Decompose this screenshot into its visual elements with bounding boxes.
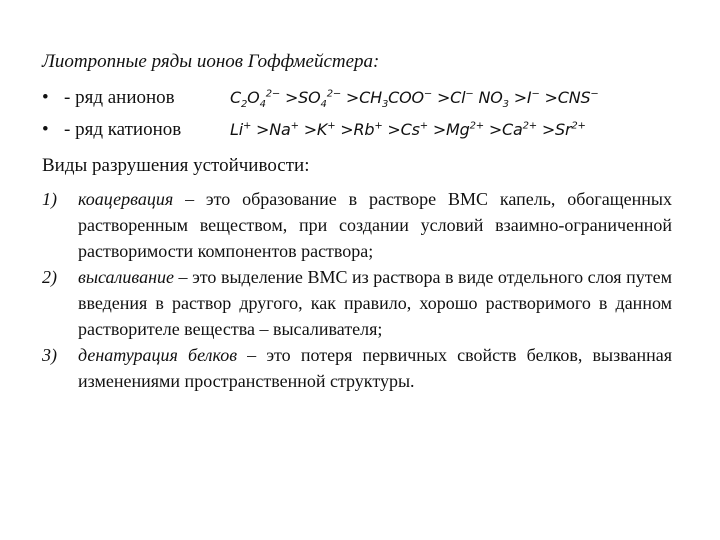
anion-series-formula xyxy=(230,86,599,110)
ion xyxy=(359,88,451,111)
series-separator: > xyxy=(483,120,503,139)
ion-symbol: Rb xyxy=(353,120,375,139)
ion-symbol: Mg xyxy=(446,120,470,139)
ion xyxy=(317,120,354,139)
item-term: высаливание xyxy=(78,267,174,287)
ion-charge: − xyxy=(531,88,540,100)
series-separator: > xyxy=(298,120,317,139)
ion-charge: − xyxy=(465,88,474,100)
ion-symbol: Cl xyxy=(450,88,466,107)
ion-charge: 2+ xyxy=(571,120,586,132)
ion-symbol: I xyxy=(526,88,532,107)
ion-subscript: 4 xyxy=(259,99,266,111)
ion-symbol: K xyxy=(316,120,328,139)
destabilization-list xyxy=(42,186,672,394)
item-text xyxy=(78,264,672,342)
ion-charge: + xyxy=(419,120,428,132)
ion-symbol: NO xyxy=(478,88,503,107)
ion xyxy=(450,88,478,107)
ion-subscript: 2 xyxy=(240,99,248,111)
item-definition: – это потеря первичных свойств белков, вызванная изменениями пространственной структуры. xyxy=(78,345,672,391)
list-item xyxy=(42,186,672,264)
ion-symbol: Na xyxy=(269,120,291,139)
cation-series-formula xyxy=(230,118,586,142)
ion xyxy=(353,120,400,139)
ion-charge: + xyxy=(290,120,299,132)
ion-charge: 2− xyxy=(265,88,281,100)
slide-title: Лиотропные ряды ионов Гоффмейстера: xyxy=(42,51,380,72)
ion xyxy=(230,88,299,111)
ion-charge: 2− xyxy=(326,88,342,100)
ion-symbol: SO xyxy=(298,88,321,107)
ion-symbol: CH xyxy=(359,88,382,107)
item-number: 2) xyxy=(42,267,57,287)
item-number: 1) xyxy=(42,189,57,209)
item-text xyxy=(78,342,672,394)
series-separator: > xyxy=(508,88,527,107)
series-separator: > xyxy=(335,120,354,139)
ion xyxy=(558,88,599,107)
ion xyxy=(401,120,446,139)
item-term: коацервация xyxy=(78,189,174,209)
series-separator: > xyxy=(427,120,447,139)
ion-symbol: Li xyxy=(230,120,243,139)
ion xyxy=(446,120,502,139)
ion xyxy=(269,120,317,139)
ion-charge: − xyxy=(423,88,433,100)
ion-charge: 2+ xyxy=(522,120,537,132)
series-separator: > xyxy=(341,88,360,107)
ion-subscript: 3 xyxy=(381,99,389,111)
item-number: 3) xyxy=(42,345,57,365)
ion xyxy=(502,120,555,139)
item-definition: – это выделение ВМС из раствора в виде отдельного слоя путем введения в раствор другого, как правило, хорошо растворимого в данном растворителе вещества – высаливателя; xyxy=(78,267,672,339)
item-definition: – это образование в растворе ВМС капель, обогащенных растворенным веществом, при создании условий взаимно-ограниченной растворимости компонентов раствора; xyxy=(78,189,672,261)
ion-symbol: O xyxy=(247,88,260,107)
cation-row-label: - ряд катионов xyxy=(64,119,182,140)
section-heading: Виды разрушения устойчивости: xyxy=(42,155,310,176)
ion-symbol: CNS xyxy=(557,88,591,107)
ion xyxy=(555,120,586,139)
ion-subscript: 3 xyxy=(502,99,509,111)
ion-symbol: COO xyxy=(388,88,424,107)
series-separator: > xyxy=(251,120,270,139)
bullet-icon: • xyxy=(42,119,49,140)
series-separator: > xyxy=(382,120,401,139)
list-item xyxy=(42,342,672,394)
series-separator: > xyxy=(539,88,558,107)
ion-symbol: Ca xyxy=(502,120,523,139)
ion xyxy=(527,88,558,107)
ion xyxy=(298,88,360,111)
bullet-icon: • xyxy=(42,87,49,108)
anion-row-label: - ряд анионов xyxy=(64,87,175,108)
ion-charge: 2+ xyxy=(469,120,484,132)
series-separator: > xyxy=(280,88,299,107)
list-item xyxy=(42,264,672,342)
item-term: денатурация белков xyxy=(78,345,238,365)
ion-subscript: 4 xyxy=(320,99,327,111)
item-text xyxy=(78,186,672,264)
ion-symbol: Sr xyxy=(555,120,572,139)
ion-charge: + xyxy=(242,120,252,132)
series-separator: > xyxy=(536,120,556,139)
cation-row xyxy=(42,118,181,142)
ion xyxy=(230,120,269,139)
ion xyxy=(478,88,527,111)
series-separator: > xyxy=(432,88,451,107)
ion-symbol: C xyxy=(230,88,241,107)
anion-row xyxy=(42,86,175,110)
ion-charge: − xyxy=(590,88,599,100)
ion-charge: + xyxy=(374,120,383,132)
ion-charge: + xyxy=(327,120,336,132)
ion-symbol: Cs xyxy=(400,120,420,139)
